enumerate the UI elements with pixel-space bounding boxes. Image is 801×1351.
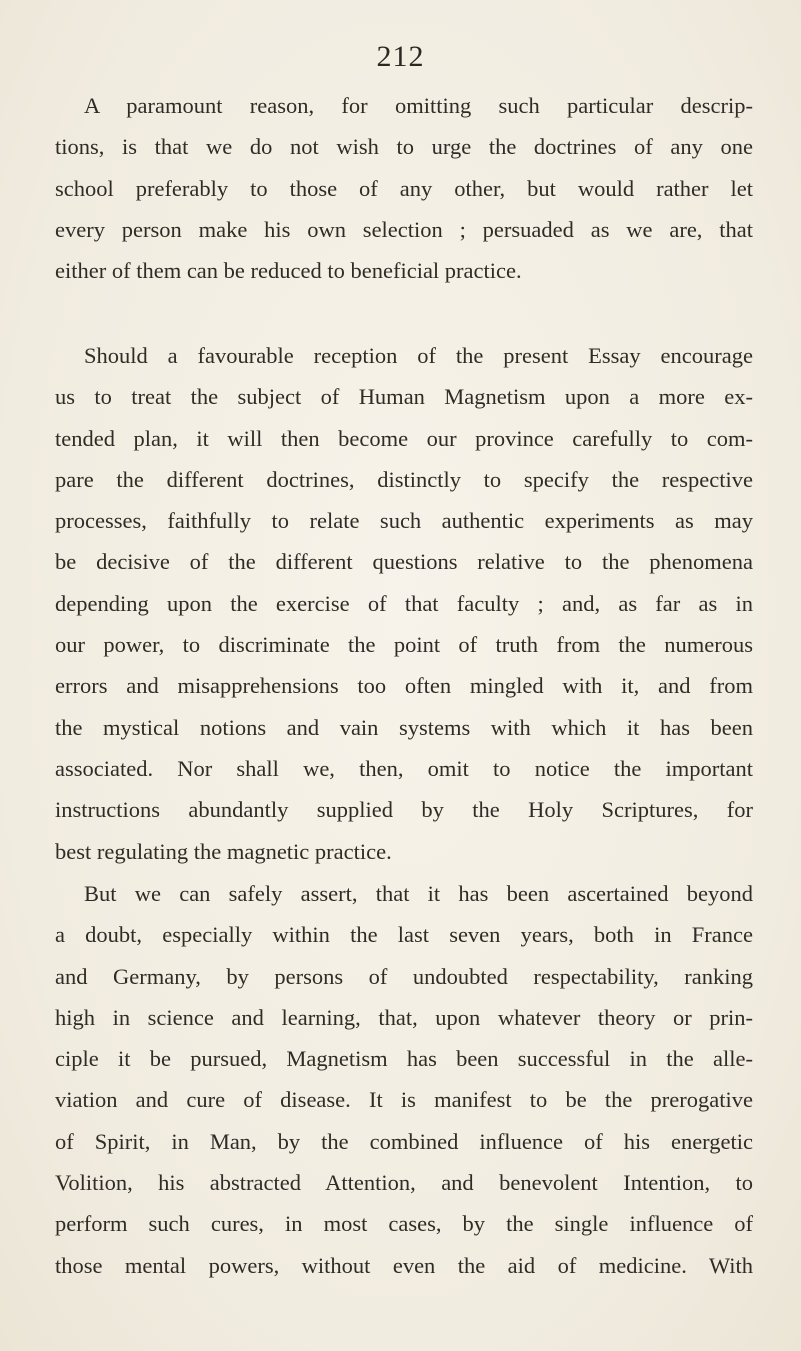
page-number: 212 xyxy=(376,40,425,73)
text-line: of Spirit, in Man, by the combined influence of his energetic xyxy=(55,1128,753,1154)
text-line: those mental powers, without even the aid of medicine. With xyxy=(55,1252,753,1278)
text-line: be decisive of the different questions relative to the phenomena xyxy=(55,549,753,575)
text-line: errors and misapprehensions too often mingled with it, and from xyxy=(55,673,753,699)
text-line: either of them can be reduced to beneficial practice. xyxy=(55,258,522,284)
text-line: perform such cures, in most cases, by the single influence of xyxy=(55,1211,753,1237)
text-line: our power, to discriminate the point of truth from the numerous xyxy=(55,632,753,658)
text-line: best regulating the magnetic practice. xyxy=(55,838,392,864)
text-line: But we can safely assert, that it has been ascertained beyond xyxy=(84,881,753,906)
text-line: Should a favourable reception of the present Essay encourage xyxy=(84,343,753,368)
text-line: A paramount reason, for omitting such particular descrip- xyxy=(84,93,753,118)
text-line: high in science and learning, that, upon whatever theory or prin- xyxy=(55,1004,753,1030)
text-line: the mystical notions and vain systems with which it has been xyxy=(55,714,753,740)
text-line: depending upon the exercise of that faculty ; and, as far as in xyxy=(55,590,753,616)
text-line: tions, is that we do not wish to urge the doctrines of any one xyxy=(55,134,753,160)
text-line: school preferably to those of any other, but would rather let xyxy=(55,175,753,201)
text-line: ciple it be pursued, Magnetism has been successful in the alle- xyxy=(55,1046,753,1072)
text-line: tended plan, it will then become our province carefully to com- xyxy=(55,425,753,451)
text-line: every person make his own selection ; persuaded as we are, that xyxy=(55,216,753,242)
text-line: us to treat the subject of Human Magnetism upon a more ex- xyxy=(55,384,753,410)
text-line: pare the different doctrines, distinctly to specify the respective xyxy=(55,466,753,492)
paragraph-2 xyxy=(55,335,753,872)
text-line: and Germany, by persons of undoubted respectability, ranking xyxy=(55,963,753,989)
text-line: a doubt, especially within the last seven years, both in France xyxy=(55,922,753,948)
text-line: processes, faithfully to relate such authentic experiments as may xyxy=(55,508,753,534)
text-line: viation and cure of disease. It is manifest to be the prerogative xyxy=(55,1087,753,1113)
text-line: Volition, his abstracted Attention, and benevolent Intention, to xyxy=(55,1170,753,1196)
paragraph-1 xyxy=(55,85,753,291)
paragraph-3 xyxy=(55,873,753,1286)
text-line: instructions abundantly supplied by the Holy Scriptures, for xyxy=(55,797,753,823)
text-line: associated. Nor shall we, then, omit to notice the important xyxy=(55,755,753,781)
